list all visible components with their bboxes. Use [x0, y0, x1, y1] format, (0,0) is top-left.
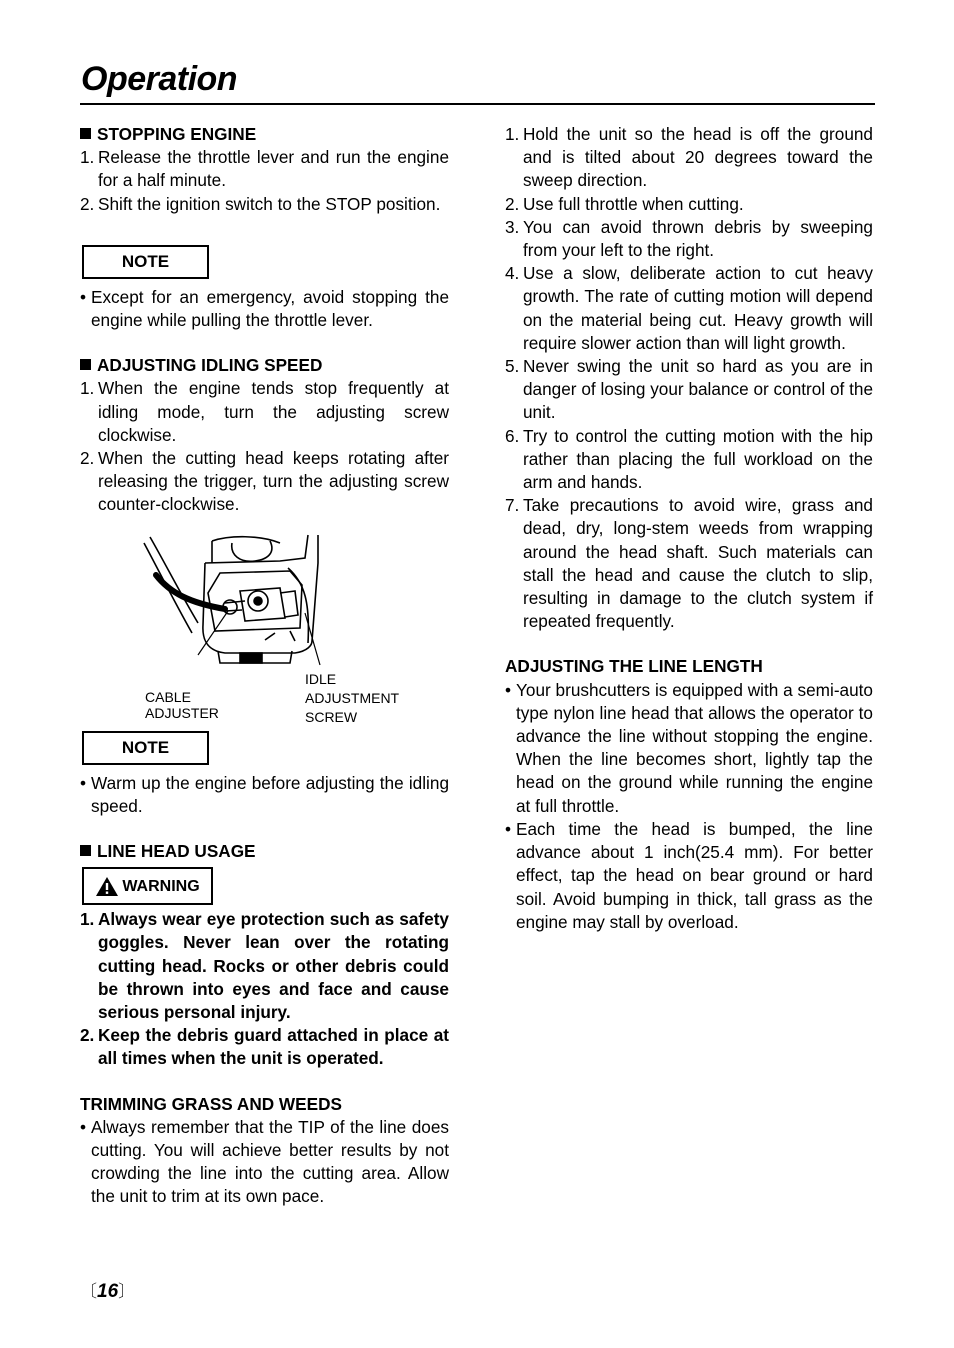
carburetor-figure — [80, 533, 449, 728]
list-item: • Warm up the engine before adjusting the idling speed. — [80, 772, 449, 816]
idling-steps — [80, 377, 449, 516]
idling-heading: ADJUSTING IDLING SPEED — [80, 354, 449, 377]
stopping-steps — [80, 146, 449, 216]
warning-triangle-icon — [95, 876, 119, 897]
list-item: 1. Hold the unit so the head is off the ground and is tilted about 20 degrees toward the sweep direction. — [505, 124, 873, 191]
warning-box: WARNING — [82, 867, 213, 905]
idle-adjustment-screw-label: IDLE ADJUSTMENT SCREW — [305, 670, 400, 725]
note-box: NOTE — [82, 245, 209, 279]
list-item: 6. Try to control the cutting motion with the hip rather than placing the full workload on the arm and hands. — [505, 425, 873, 493]
line-length-bullets — [505, 679, 873, 934]
linehead-heading: LINE HEAD USAGE — [80, 840, 449, 863]
cable-adjuster-label: CABLE ADJUSTER — [145, 688, 219, 721]
list-item: 1. Release the throttle lever and run the engine for a half minute. — [80, 147, 449, 191]
page-title: Operation — [81, 60, 238, 98]
square-bullet-icon — [80, 359, 91, 370]
stopping-heading: STOPPING ENGINE — [80, 123, 449, 146]
square-bullet-icon — [80, 128, 91, 139]
idling-note — [80, 772, 449, 818]
title-rule — [80, 103, 875, 105]
square-bullet-icon — [80, 845, 91, 856]
list-item: 2. Keep the debris guard attached in place at all times when the unit is operated. — [80, 1025, 449, 1069]
trimming-heading: TRIMMING GRASS AND WEEDS — [80, 1093, 342, 1114]
list-item: • Except for an emergency, avoid stopping the engine while pulling the throttle lever. — [80, 286, 449, 331]
left-column — [80, 123, 449, 1209]
list-item: 3. You can avoid thrown debris by sweeping from your left to the right. — [505, 216, 873, 261]
list-item: • Your brushcutters is equipped with a semi-auto type nylon line head that allows the operator to advance the line without stopping the engine. When the line becomes short, lightly tap the head on the ground while running the engine at full throttle. — [505, 679, 873, 816]
list-item: • Always remember that the TIP of the line does cutting. You will achieve better results by not crowding the line into the cutting area. Allow the unit to trim at its own pace. — [80, 1116, 449, 1207]
trimming-bullet — [80, 1116, 449, 1209]
list-item: 2. Use full throttle when cutting. — [505, 193, 744, 214]
list-item: 2. When the cutting head keeps rotating after releasing the trigger, turn the adjusting screw counter-clockwise. — [80, 448, 449, 515]
list-item: 4. Use a slow, deliberate action to cut heavy growth. The rate of cutting motion will depend on the material being cut. Heavy growth will require slower action than will light growth. — [505, 263, 873, 353]
list-item: 1. Always wear eye protection such as safety goggles. Never lean over the rotating cutting head. Rocks or other debris could be thrown into eyes and face and cause serious personal injury. — [80, 909, 449, 1023]
list-item: 2. Shift the ignition switch to the STOP position. — [80, 193, 441, 214]
stopping-note — [80, 286, 449, 332]
list-item: • Each time the head is bumped, the line advance about 1 inch(25.4 mm). For better effect, tap the head on bear ground or hard soil. Avoid bumping in thick, tall grass as the engine may stall by overload. — [505, 818, 873, 932]
list-item: 7. Take precautions to avoid wire, grass and dead, dry, long-stem weeds from wrapping around the head shaft. Such materials can stall the head and cause the clutch to slip, resulting in damage to the clutch system if repeated frequently. — [505, 495, 873, 632]
right-column — [505, 123, 873, 934]
linehead-warnings — [80, 908, 449, 1070]
page-number: 〔16〕 — [80, 1281, 136, 1302]
line-length-heading: ADJUSTING THE LINE LENGTH — [505, 656, 763, 677]
list-item: 5. Never swing the unit so hard as you are in danger of losing your balance or control of the unit. — [505, 356, 873, 423]
trimming-steps — [505, 123, 873, 633]
note-box: NOTE — [82, 731, 209, 765]
list-item: 1. When the engine tends stop frequently at idling mode, turn the adjusting screw clockwise. — [80, 378, 449, 445]
